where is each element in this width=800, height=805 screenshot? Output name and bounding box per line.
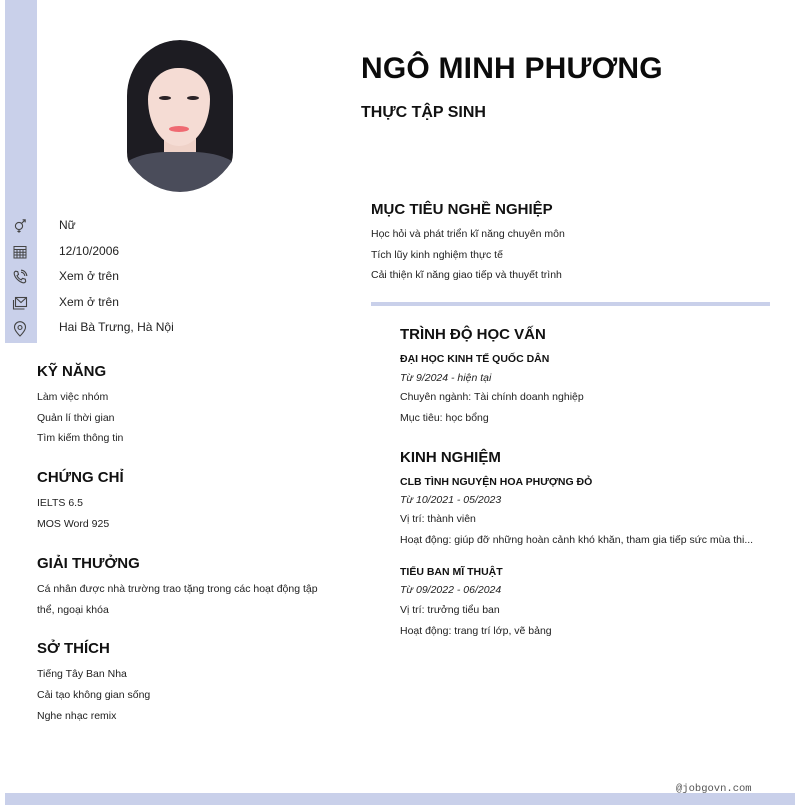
- experience-org: CLB TÌNH NGUYỆN HOA PHƯỢNG ĐỎ: [400, 476, 593, 488]
- contact-email: Xem ở trên: [59, 295, 119, 309]
- experience-activity: Hoạt động: trang trí lớp, vẽ bảng: [400, 625, 552, 637]
- experience-heading: KINH NGHIỆM: [400, 449, 501, 466]
- skills-heading: KỸ NĂNG: [37, 363, 107, 380]
- phone-icon: [12, 269, 28, 285]
- photo-lips: [169, 126, 189, 132]
- experience-position: Vị trí: thành viên: [400, 513, 476, 525]
- profile-photo: [113, 40, 247, 192]
- experience-org: TIỂU BAN MĨ THUẬT: [400, 566, 503, 578]
- education-goal: Mục tiêu: học bổng: [400, 412, 489, 424]
- contact-phone: Xem ở trên: [59, 269, 119, 283]
- experience-period: Từ 09/2022 - 06/2024: [400, 584, 502, 596]
- section-divider: [371, 302, 770, 306]
- skill-item: Làm việc nhóm: [37, 391, 109, 403]
- experience-activity: Hoạt động: giúp đỡ những hoàn cảnh khó khăn, tham gia tiếp sức mùa thi...: [400, 534, 754, 546]
- objective-item: Tích lũy kinh nghiệm thực tế: [371, 249, 503, 261]
- award-text-line: Cá nhân được nhà trường trao tặng trong các hoạt động tập: [37, 583, 318, 595]
- experience-position: Vị trí: trưởng tiểu ban: [400, 604, 500, 616]
- skill-item: Tìm kiếm thông tin: [37, 432, 124, 444]
- calendar-icon: [12, 244, 28, 260]
- candidate-job-title: THỰC TẬP SINH: [361, 104, 486, 121]
- skill-item: Quản lí thời gian: [37, 412, 115, 424]
- education-heading: TRÌNH ĐỘ HỌC VẤN: [400, 326, 546, 343]
- photo-eye-left: [159, 96, 171, 100]
- hobbies-heading: SỞ THÍCH: [37, 640, 110, 657]
- contact-address: Hai Bà Trưng, Hà Nội: [59, 320, 174, 334]
- photo-eye-right: [187, 96, 199, 100]
- award-text-line: thể, ngoại khóa: [37, 604, 109, 616]
- sidebar-accent-strip: [5, 0, 37, 343]
- certificates-heading: CHỨNG CHỈ: [37, 469, 124, 486]
- mail-icon: [12, 295, 28, 311]
- hobby-item: Cải tạo không gian sống: [37, 689, 151, 701]
- contact-birthdate: 12/10/2006: [59, 244, 120, 258]
- hobby-item: Tiếng Tây Ban Nha: [37, 668, 127, 680]
- education-school: ĐẠI HỌC KINH TẾ QUỐC DÂN: [400, 353, 550, 365]
- candidate-name: NGÔ MINH PHƯƠNG: [361, 52, 663, 85]
- contact-gender: Nữ: [59, 218, 76, 232]
- watermark: @jobgovn.com: [676, 783, 752, 795]
- location-pin-icon: [12, 321, 28, 337]
- hobby-item: Nghe nhạc remix: [37, 710, 117, 722]
- objective-item: Cải thiện kĩ năng giao tiếp và thuyết trình: [371, 269, 562, 281]
- education-period: Từ 9/2024 - hiện tại: [400, 372, 492, 384]
- certificate-item: IELTS 6.5: [37, 497, 83, 509]
- gender-icon: [12, 218, 28, 234]
- education-major: Chuyên ngành: Tài chính doanh nghiệp: [400, 391, 584, 403]
- awards-heading: GIẢI THƯỞNG: [37, 555, 140, 572]
- objective-item: Học hỏi và phát triển kĩ năng chuyên môn: [371, 228, 565, 240]
- experience-period: Từ 10/2021 - 05/2023: [400, 494, 502, 506]
- objective-heading: MỤC TIÊU NGHỀ NGHIỆP: [371, 201, 553, 218]
- photo-shirt: [113, 152, 247, 192]
- certificate-item: MOS Word 925: [37, 518, 110, 530]
